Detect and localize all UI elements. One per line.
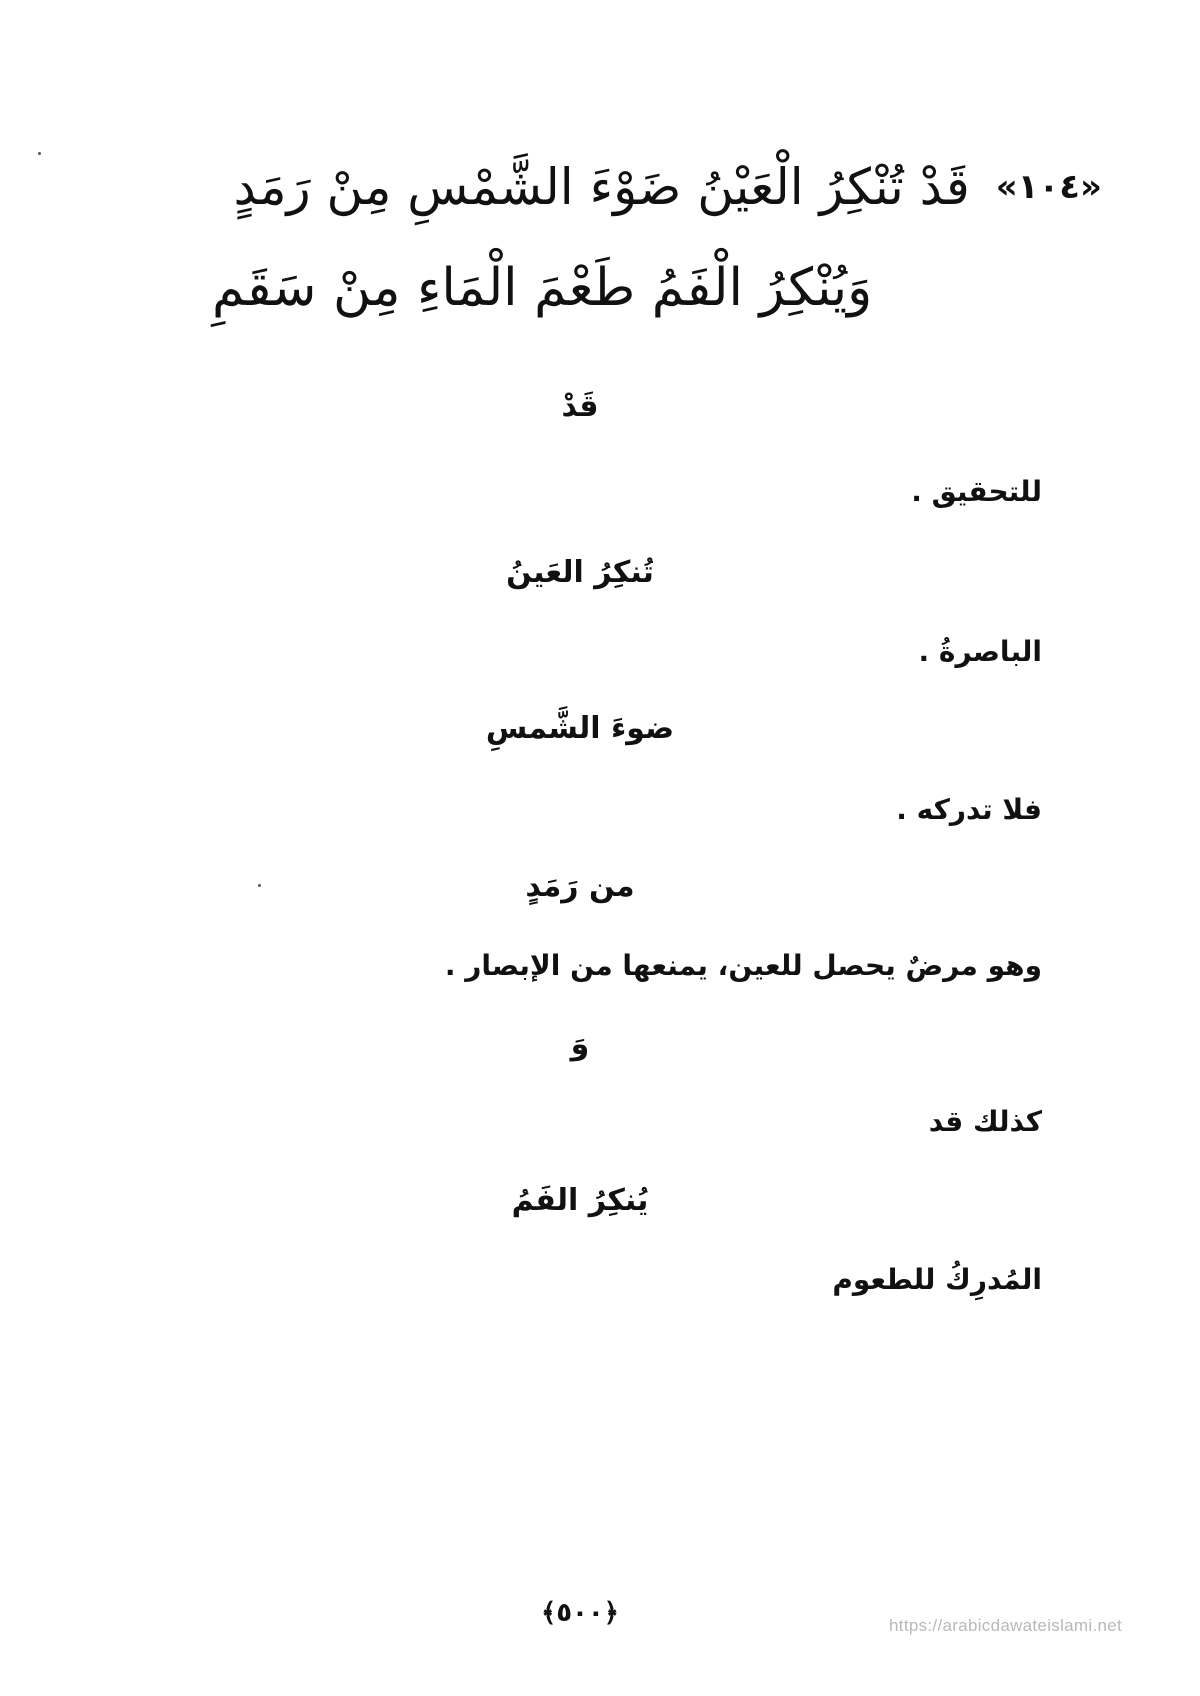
verse-line-1-text: قَدْ تُنْكِرُ الْعَيْنُ ضَوْءَ الشَّمْسِ مِنْ رَمَدٍ: [233, 158, 970, 216]
commentary-gloss-1: للتحقيق .: [911, 475, 1042, 508]
commentary-term-4: من رَمَدٍ: [525, 869, 635, 904]
scan-speck: [38, 152, 41, 155]
commentary-gloss-3: فلا تدركه .: [896, 793, 1042, 826]
verse-line-2: وَيُنْكِرُ الْفَمُ طَعْمَ الْمَاءِ مِنْ سَقَمِ: [212, 258, 873, 318]
verse-number: «١٠٤»: [995, 167, 1102, 207]
commentary-gloss-6: المُدرِكُ للطعوم: [832, 1263, 1042, 1296]
page-number: ﴿٥٠٠﴾: [540, 1598, 620, 1628]
commentary-gloss-4: وهو مرضٌ يحصل للعين، يمنعها من الإبصار .: [444, 949, 1042, 982]
watermark-url: https://arabicdawateislami.net: [889, 1616, 1122, 1635]
commentary-term-6: يُنكِرُ الفَمُ: [511, 1183, 649, 1218]
commentary-term-2: تُنكِرُ العَينُ: [506, 555, 654, 590]
scan-speck: [258, 884, 261, 887]
verse-line-1: [233, 158, 1102, 216]
commentary-term-1: قَدْ: [561, 389, 599, 424]
commentary-gloss-2: الباصرةُ .: [918, 635, 1042, 668]
commentary-term-3: ضوءَ الشَّمسِ: [485, 711, 675, 746]
commentary-gloss-5: كذلك قد: [928, 1105, 1042, 1138]
commentary-term-5: وَ: [570, 1027, 590, 1062]
